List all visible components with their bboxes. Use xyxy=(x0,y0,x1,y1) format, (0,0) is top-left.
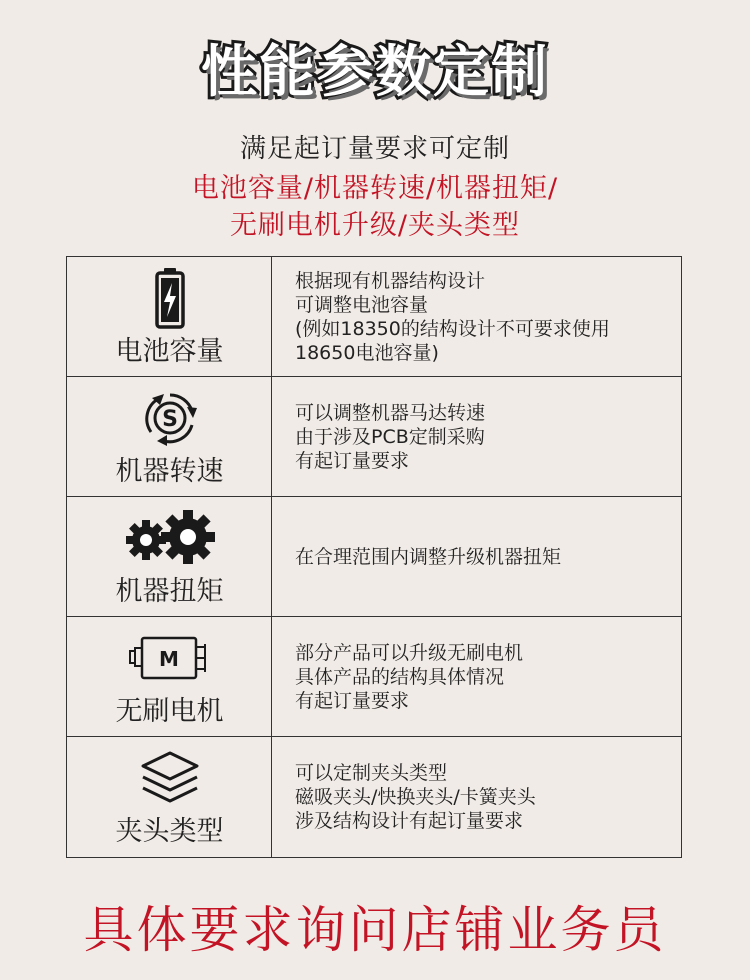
rotation-speed-icon xyxy=(67,387,272,449)
description-line: 具体产品的结构具体情况 xyxy=(295,665,505,688)
description-line: 18650电池容量) xyxy=(295,341,439,364)
table-row-torque xyxy=(67,497,681,617)
row-header-cell xyxy=(67,617,272,736)
description-line: 可以定制夹头类型 xyxy=(295,762,448,784)
description-line: 在合理范围内调整升级机器扭矩 xyxy=(295,545,562,568)
description-line: 可以调整机器马达转速 xyxy=(295,401,486,424)
motor-icon-letter: M xyxy=(158,647,179,671)
row-label: 机器转速 xyxy=(115,456,224,487)
battery-icon xyxy=(67,267,272,329)
motor-icon xyxy=(67,627,272,689)
subtitle: 满足起订量要求可定制 xyxy=(239,134,510,164)
highlight-line-1: 电池容量/机器转速/机器扭矩/ xyxy=(191,173,559,204)
row-label: 机器扭矩 xyxy=(115,576,224,607)
description-line: (例如18350的结构设计不可要求使用 xyxy=(295,317,610,340)
row-label: 电池容量 xyxy=(115,336,224,367)
description-line: 涉及结构设计有起订量要求 xyxy=(295,810,524,832)
description-line: 有起订量要求 xyxy=(295,449,410,472)
description-line: 部分产品可以升级无刷电机 xyxy=(295,641,524,664)
description-line: 有起订量要求 xyxy=(295,689,410,712)
layers-icon xyxy=(67,747,272,809)
row-description xyxy=(295,377,671,496)
footer-notice: 具体要求询问店铺业务员 xyxy=(83,901,667,959)
row-label: 无刷电机 xyxy=(115,696,224,727)
page-title: 性能参数定制 xyxy=(201,40,549,105)
row-description xyxy=(295,257,671,376)
table-row-chuck xyxy=(67,737,681,857)
row-header-cell xyxy=(67,497,272,616)
spec-table xyxy=(66,256,682,858)
table-row-battery xyxy=(67,257,681,377)
description-line: 磁吸夹头/快换夹头/卡簧夹头 xyxy=(295,786,536,808)
row-label: 夹头类型 xyxy=(115,816,224,847)
row-description xyxy=(295,497,671,616)
gears-icon xyxy=(67,507,272,569)
row-description xyxy=(295,737,671,857)
row-header-cell xyxy=(67,377,272,496)
table-row-speed xyxy=(67,377,681,497)
speed-icon-letter: S xyxy=(161,407,178,432)
row-header-cell xyxy=(67,257,272,376)
description-line: 可调整电池容量 xyxy=(295,293,429,316)
table-row-motor xyxy=(67,617,681,737)
description-line: 由于涉及PCB定制采购 xyxy=(295,425,485,448)
row-description xyxy=(295,617,671,736)
description-line: 根据现有机器结构设计 xyxy=(295,269,486,292)
highlight-line-2: 无刷电机升级/夹头类型 xyxy=(229,210,521,241)
row-header-cell xyxy=(67,737,272,857)
